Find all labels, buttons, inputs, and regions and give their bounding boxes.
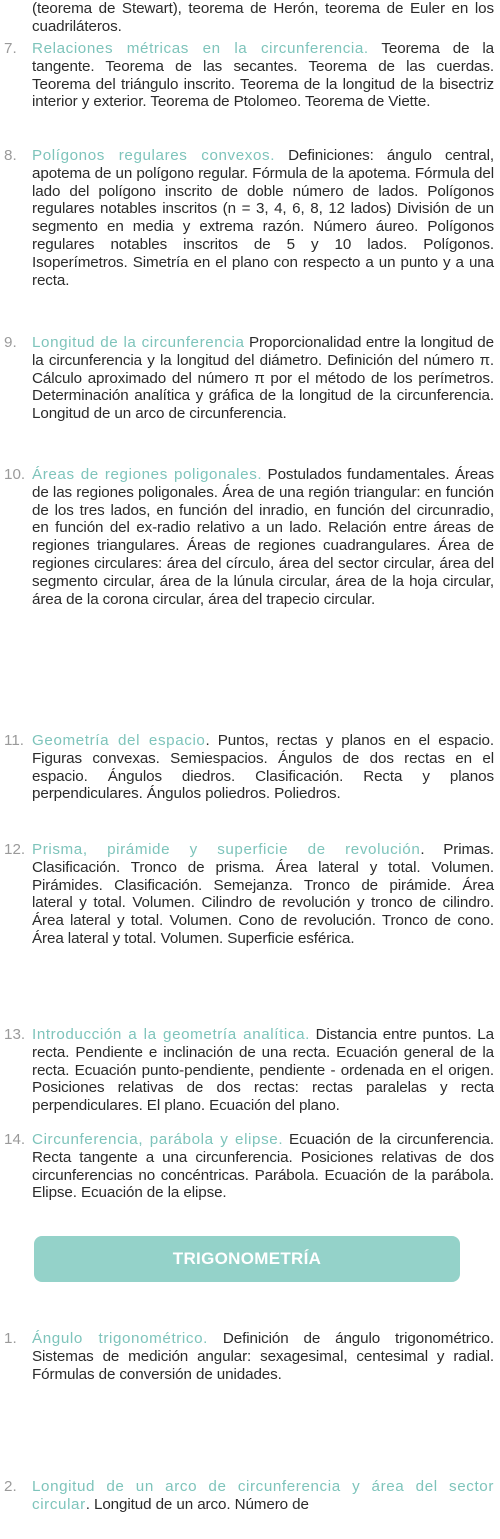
item-body: Definición de ángulo trigonométrico. Sistemas de medición angular: sexagesimal, centesimal y radial. Fórmulas de conversión de unidades. xyxy=(32,1330,494,1383)
item-number: 1. xyxy=(4,1330,17,1347)
list-item xyxy=(0,732,500,803)
list-item xyxy=(0,466,500,608)
item-number: 14. xyxy=(4,1131,26,1148)
item-topic: Relaciones métricas en la circunferencia. xyxy=(32,40,369,57)
item-body: Teorema de la tangente. Teorema de las secantes. Teorema de las cuerdas. Teorema del triángulo inscrito. Teorema de la longitud de la bisectriz interior y exterior. Teorema de Ptolomeo. Teorema de Viette. xyxy=(32,40,494,111)
item-body: Definiciones: ángulo central, apotema de un polígono regular. Fórmula de la apotema. Fórmula del lado del polígono inscrito de doble número de lados. Polígonos regulares notables inscritos (n = 3, 4, 6, 8, 12 lados) División de un segmento en media y extrema razón. Número áureo. Polígonos regulares notables inscritos de 5 y 10 lados. Polígonos. Isoperímetros. Simetría en el plano con respecto a un punto y a una recta. xyxy=(32,147,494,289)
item-number: 7. xyxy=(4,40,17,57)
item-number: 2. xyxy=(4,1478,17,1495)
geometry-topic-list xyxy=(0,40,500,111)
item-number: 12. xyxy=(4,841,26,858)
list-item xyxy=(0,841,500,948)
item-topic: Geometría del espacio xyxy=(32,732,206,749)
item-number: 10. xyxy=(4,466,26,483)
item-number: 8. xyxy=(4,147,17,164)
item-body: Ecuación de la circunferencia. Recta tangente a una circunferencia. Posiciones relativas de dos circunferencias no concéntricas. Parábola. Ecuación de la parábola. Elipse. Ecuación de la elipse. xyxy=(32,1131,494,1202)
trigonometry-topic-list xyxy=(0,1330,500,1383)
item-number: 13. xyxy=(4,1026,26,1043)
item-topic: Introducción a la geometría analítica. xyxy=(32,1026,310,1043)
list-item xyxy=(0,1131,500,1202)
item-topic: Prisma, pirámide y superficie de revolución xyxy=(32,841,421,858)
item-topic: Longitud de la circunferencia xyxy=(32,334,245,351)
section-title: TRIGONOMETRÍA xyxy=(172,1249,322,1268)
item-body: Proporcionalidad entre la longitud de la circunferencia y la longitud del diámetro. Definición del número π. Cálculo aproximado del número π por el método de los perímetros. Determinación analítica y gráfica de la longitud de la circunferencia. Longitud de un arco de circunferencia. xyxy=(32,334,494,423)
list-item xyxy=(0,147,500,289)
list-item xyxy=(0,1026,500,1115)
item-topic: Longitud de un arco de circunferencia y área del sector circular xyxy=(32,1478,494,1513)
item-body: . Primas. Clasificación. Tronco de prisma. Área lateral y total. Volumen. Pirámides. Clasificación. Semejanza. Tronco de pirámide. Área lateral y total. Volumen. Cilindro de revolución y tronco de cilindro. Área lateral y total. Volumen. Cono de revolución. Tronco de cono. Área lateral y total. Volumen. Superficie esférica. xyxy=(32,841,494,947)
item-topic: Circunferencia, parábola y elipse. xyxy=(32,1131,284,1148)
list-item xyxy=(0,40,500,111)
list-item xyxy=(0,334,500,423)
item-number: 9. xyxy=(4,334,17,351)
item-body: Postulados fundamentales. Áreas de las regiones poligonales. Área de una región triangular: en función de los tres lados, en función del inradio, en función del circunradio, en función del ex-radio relativo a un lado. Relación entre áreas de regiones triangulares. Áreas de regiones cuadrangulares. Área de regiones circulares: área del círculo, área del sector circular, área del segmento circular, área de la lúnula circular, área de la hoja circular, área de la corona circular, área del trapecio circular. xyxy=(32,466,494,608)
item-topic: Áreas de regiones poligonales. xyxy=(32,466,263,483)
section-banner xyxy=(34,1236,460,1282)
item-topic: Ángulo trigonométrico. xyxy=(32,1330,208,1347)
item-number: 11. xyxy=(4,732,24,749)
list-item xyxy=(0,1478,500,1514)
item-body: Distancia entre puntos. La recta. Pendiente e inclinación de una recta. Ecuación general de la recta. Ecuación punto-pendiente, pendiente - ordenada en el origen. Posiciones relativas de dos rectas: rectas paralelas y recta perpendiculares. El plano. Ecuación del plano. xyxy=(32,1026,494,1115)
intro-paragraph: (teorema de Stewart), teorema de Herón, teorema de Euler en los cuadriláteros. xyxy=(32,0,494,35)
item-body: . Longitud de un arco. Número de xyxy=(85,1495,309,1513)
list-item xyxy=(0,1330,500,1383)
item-topic: Polígonos regulares convexos. xyxy=(32,147,276,164)
item-body: . Puntos, rectas y planos en el espacio. Figuras convexas. Semiespacios. Ángulos de dos rectas en el espacio. Ángulos diedros. Clasificación. Recta y planos perpendiculares. Ángulos poliedros. Poliedros. xyxy=(32,732,494,803)
